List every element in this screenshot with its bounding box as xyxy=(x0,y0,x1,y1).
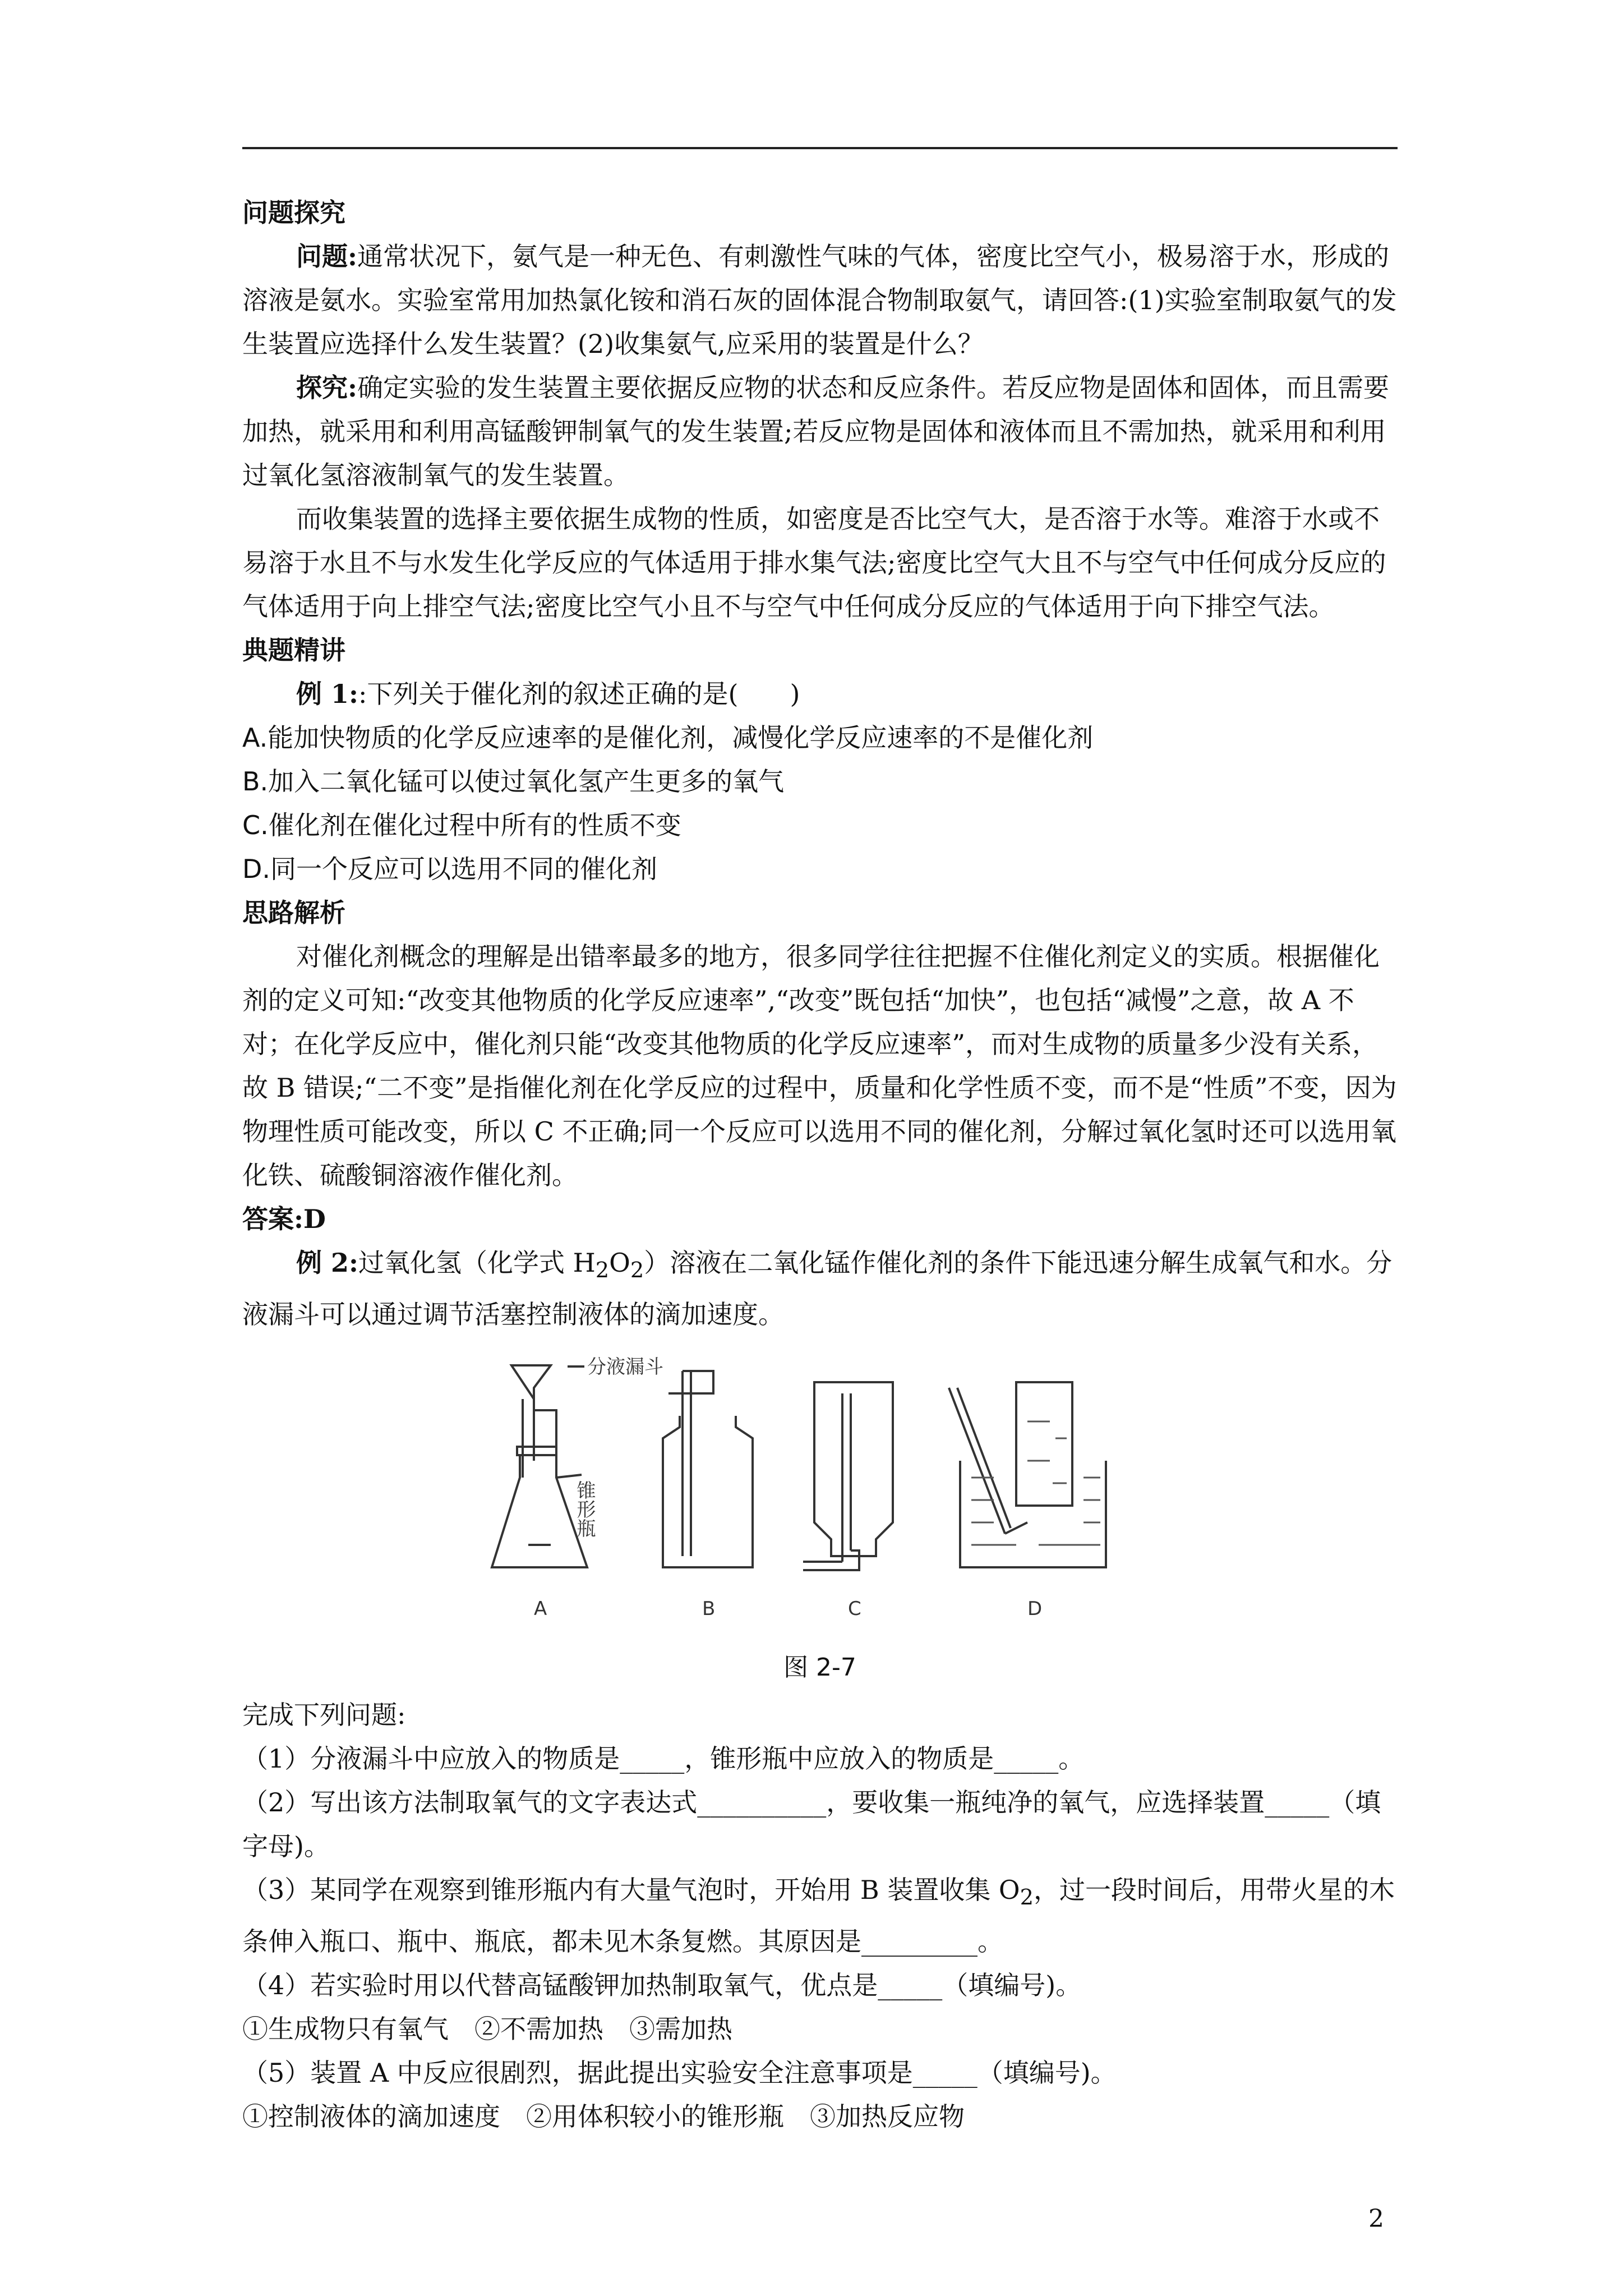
heading-examples: 典题精讲 xyxy=(242,635,345,665)
questions-intro: 完成下列问题: xyxy=(242,1700,406,1731)
label-funnel: 分液漏斗 xyxy=(587,1356,663,1379)
header-rule xyxy=(242,147,1398,149)
explore-label: 探究: xyxy=(296,372,357,403)
example-2 xyxy=(242,1241,1398,1336)
question-5: （5）装置 A 中反应很剧烈，据此提出实验安全注意事项是_____（填编号)。 xyxy=(242,2058,1117,2088)
example-1-text: :下列关于催化剂的叙述正确的是( ) xyxy=(358,679,800,709)
example-1-label: 例 1: xyxy=(296,679,359,709)
analysis-text: 对催化剂概念的理解是出错率最多的地方，很多同学往往把握不住催化剂定义的实质。根据催化剂的定义可知:“改变其他物质的化学反应速率”,“改变”既包括“加快”，也包括“减慢”之意，故 A 不对；在化学反应中，催化剂只能“改变其他物质的化学反应速率”，而对生成物的质量多少没有关系，故 B 错误;“二不变”是指催化剂在化学反应的过程中，质量和化学性质不变，而不是“性质”不变，因为物理性质可能改变，所以 C 不正确;同一个反应可以选用不同的催化剂，分解过氧化氢时还可以选用氧化铁、硫酸铜溶液作催化剂。 xyxy=(242,941,1397,1190)
subscript: 2 xyxy=(1020,1885,1034,1911)
example-1-option-b: B.加入二氧化锰可以使过氧化氢产生更多的氧气 xyxy=(242,766,785,797)
letter-d: D xyxy=(1027,1598,1043,1621)
apparatus-diagram xyxy=(489,1349,1162,1640)
example-1 xyxy=(242,672,1398,716)
apparatus-d xyxy=(949,1382,1106,1567)
page-number: 2 xyxy=(1368,2205,1384,2233)
apparatus-c xyxy=(803,1382,893,1570)
document-body xyxy=(242,191,1398,2138)
heading-explore: 问题探究 xyxy=(242,197,345,228)
question-3-b: ，过一段时间后，用带火星的木条伸入瓶口、瓶中、瓶底，都未见木条复燃。其原因是_________。 xyxy=(242,1875,1395,1957)
explore-paragraph-3: 而收集装置的选择主要依据生成物的性质，如密度是否比空气大，是否溶于水等。难溶于水或不易溶于水且不与水发生化学反应的气体适用于排水集气法;密度比空气大且不与空气中任何成分反应的气体适用于向上排空气法;密度比空气小且不与空气中任何成分反应的气体适用于向下排空气法。 xyxy=(242,504,1386,622)
letter-a: A xyxy=(534,1598,547,1621)
example-1-option-a: A.能加快物质的化学反应速率的是催化剂，减慢化学反应速率的不是催化剂 xyxy=(242,723,1094,753)
apparatus-figure xyxy=(242,1349,1398,1640)
figure-caption: 图 2-7 xyxy=(783,1653,856,1682)
question-2: （2）写出该方法制取氧气的文字表达式__________，要收集一瓶纯净的氧气，应选择装置_____（填字母)。 xyxy=(242,1787,1381,1862)
question-3-a: （3）某同学在观察到锥形瓶内有大量气泡时，开始用 B 装置收集 O xyxy=(242,1875,1020,1906)
apparatus-b xyxy=(663,1371,753,1567)
subscript: 2 xyxy=(630,1258,644,1283)
question-text: 通常状况下，氨气是一种无色、有刺激性气味的气体，密度比空气小，极易溶于水，形成的溶液是氨水。实验室常用加热氯化铵和消石灰的固体混合物制取氨气，请回答:(1)实验室制取氨气的发生装置应选择什么发生装置？(2)收集氨气,应采用的装置是什么？ xyxy=(242,241,1397,359)
subscript: 2 xyxy=(595,1258,610,1283)
explore-answer xyxy=(242,366,1398,497)
question-4: （4）若实验时用以代替高锰酸钾加热制取氧气，优点是_____（填编号)。 xyxy=(242,1970,1082,2001)
question-4-options: ①生成物只有氧气 ②不需加热 ③需加热 xyxy=(242,2014,732,2045)
explore-text: 确定实验的发生装置主要依据反应物的状态和反应条件。若反应物是固体和固体，而且需要加热，就采用和利用高锰酸钾制氧气的发生装置;若反应物是固体和液体而且不需加热，就采用和利用过氧化氢溶液制氧气的发生装置。 xyxy=(242,372,1389,490)
example-2-label: 例 2: xyxy=(296,1248,359,1278)
example-1-option-c: C.催化剂在催化过程中所有的性质不变 xyxy=(242,810,681,840)
question-label: 问题: xyxy=(296,241,357,272)
question-5-options: ①控制液体的滴加速度 ②用体积较小的锥形瓶 ③加热反应物 xyxy=(242,2101,965,2132)
letter-c: C xyxy=(848,1598,861,1621)
answer: 答案:D xyxy=(242,1204,326,1234)
example-2-text-a: 过氧化氢（化学式 H xyxy=(358,1248,596,1278)
example-1-option-d: D.同一个反应可以选用不同的催化剂 xyxy=(242,854,658,884)
question-3 xyxy=(242,1868,1398,1963)
example-2-text-c: ）溶液在二氧化锰作催化剂的条件下能迅速分解生成氧气和水。分液漏斗可以通过调节活塞控制液体的滴加速度。 xyxy=(242,1248,1393,1330)
question-1: （1）分液漏斗中应放入的物质是_____，锥形瓶中应放入的物质是_____。 xyxy=(242,1743,1085,1774)
heading-analysis: 思路解析 xyxy=(242,898,345,928)
example-2-text-b: O xyxy=(609,1248,630,1278)
explore-question xyxy=(242,234,1398,366)
letter-b: B xyxy=(702,1598,716,1621)
label-flask: 锥形瓶 xyxy=(573,1480,596,1538)
